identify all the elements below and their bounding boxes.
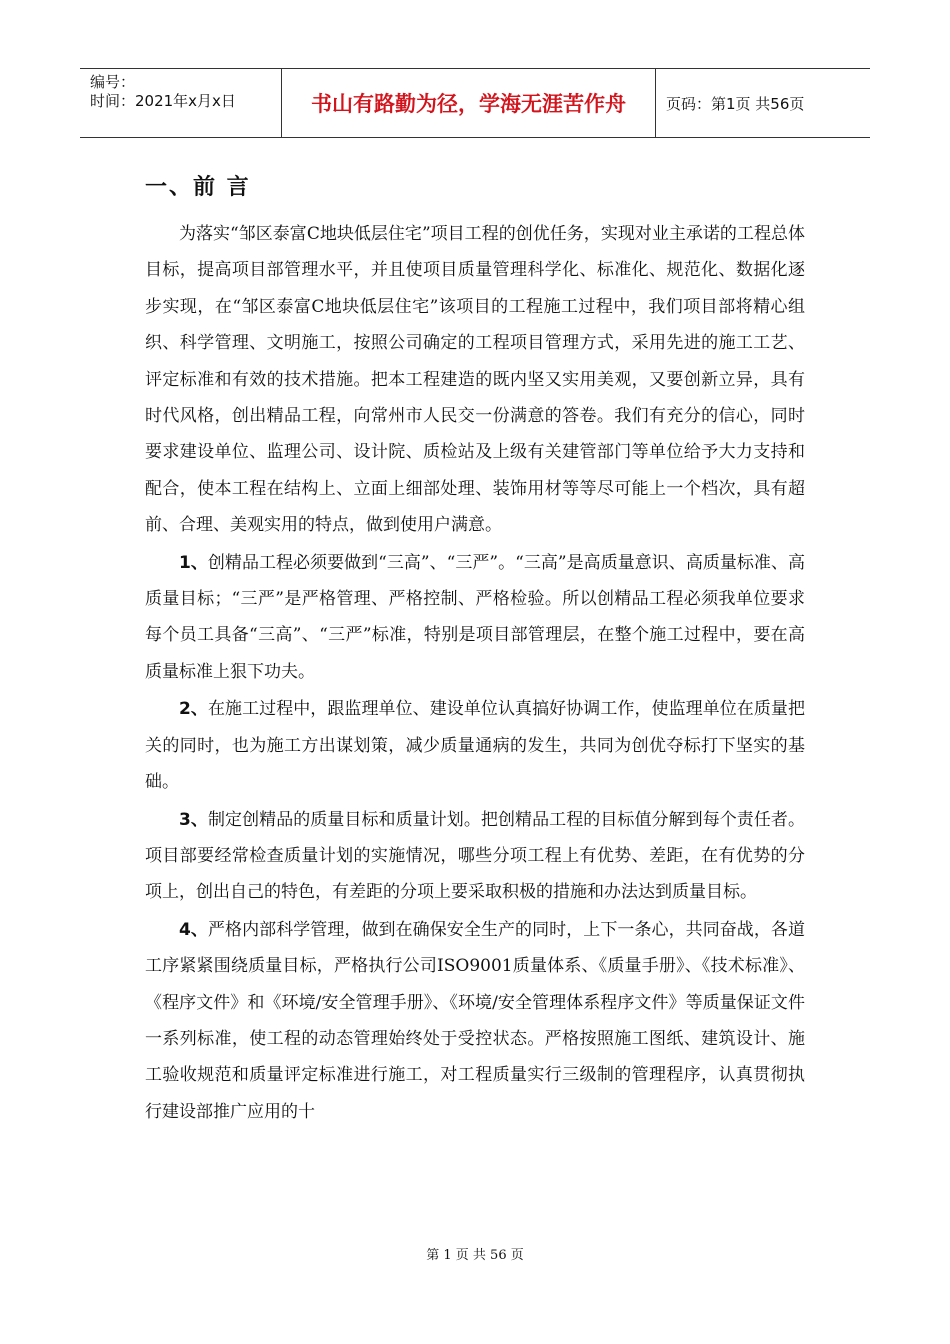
document-header <box>80 68 870 138</box>
paragraph-text: 严格内部科学管理，做到在确保安全生产的同时，上下一条心，共同奋战，各道工序紧紧围绕质量目标，严格执行公司ISO9001质量体系、《质量手册》、《技术标准》、《程序文件》和《环境/安全管理手册》、《环境/安全管理体系程序文件》等质量保证文件一系列标准，使工程的动态管理始终处于受控状态。严格按照施工图纸、建筑设计、施工验收规范和质量评定标准进行施工，对工程质量实行三级制的管理程序，认真贯彻执行建设部推广应用的十 <box>145 919 805 1122</box>
paragraph-number: 1、 <box>179 552 208 573</box>
paragraph <box>145 912 805 1130</box>
time-label: 时间：2021年x月x日 <box>90 92 236 110</box>
page-info-cell <box>656 69 870 137</box>
header-meta-cell <box>80 69 282 137</box>
page-info-text: 页码：第1页 共56页 <box>666 94 805 113</box>
paragraph-text: 制定创精品的质量目标和质量计划。把创精品工程的目标值分解到每个责任者。项目部要经常检查质量计划的实施情况，哪些分项工程上有优势、差距，在有优势的分项上，创出自己的特色，有差距的分项上要采取积极的措施和办法达到质量目标。 <box>145 809 805 903</box>
paragraph: 为落实“邹区泰富C地块低层住宅”项目工程的创优任务，实现对业主承诺的工程总体目标，提高项目部管理水平，并且使项目质量管理科学化、标准化、规范化、数据化逐步实现，在“邹区泰富C地块低层住宅”该项目的工程施工过程中，我们项目部将精心组织、科学管理、文明施工，按照公司确定的工程项目管理方式，采用先进的施工工艺、评定标准和有效的技术措施。把本工程建造的既内坚又实用美观，又要创新立异，具有时代风格，创出精品工程，向常州市人民交一份满意的答卷。我们有充分的信心，同时要求建设单位、监理公司、设计院、质检站及上级有关建管部门等单位给予大力支持和配合，使本工程在结构上、立面上细部处理、装饰用材等等尽可能上一个档次，具有超前、合理、美观实用的特点，做到使用户满意。 <box>145 224 805 536</box>
paragraph-number: 3、 <box>179 809 208 830</box>
paragraph-text: 在施工过程中，跟监理单位、建设单位认真搞好协调工作，使监理单位在质量把关的同时，也为施工方出谋划策，减少质量通病的发生，共同为创优夺标打下坚实的基础。 <box>145 699 805 793</box>
section-title: 一、前 言 <box>145 175 251 200</box>
paragraph-number: 2、 <box>179 699 208 720</box>
paragraph-number: 4、 <box>179 919 208 940</box>
code-label: 编号： <box>90 73 136 91</box>
page-footer: 第 1 页 共 56 页 <box>426 1248 524 1263</box>
paragraph <box>145 691 805 800</box>
paragraph <box>145 802 805 911</box>
motto-cell <box>282 69 656 137</box>
paragraph <box>145 545 805 691</box>
paragraph-text: 创精品工程必须要做到“三高”、“三严”。“三高”是高质量意识、高质量标准、高质量目标；“三严”是严格管理、严格控制、严格检验。所以创精品工程必须我单位要求每个员工具备“三高”、“三严”标准，特别是项目部管理层，在整个施工过程中，要在高质量标准上狠下功夫。 <box>145 552 805 682</box>
body-text <box>145 216 805 1130</box>
motto-text: 书山有路勤为径，学海无涯苦作舟 <box>311 92 626 116</box>
